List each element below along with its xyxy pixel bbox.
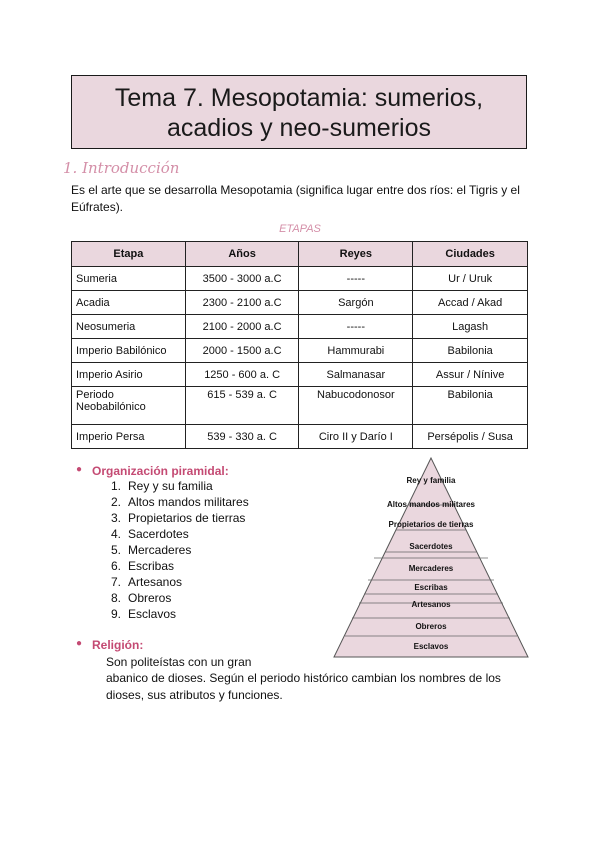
cell-etapa: Imperio Persa — [72, 425, 186, 449]
religion-line-3: dioses, sus atributos y funciones. — [106, 688, 283, 702]
cell-ciudades: Babilonia — [413, 339, 528, 363]
cell-ciudades: Ur / Uruk — [413, 267, 528, 291]
table-row — [72, 387, 528, 425]
title-line-1: Tema 7. Mesopotamia: sumerios, — [114, 84, 484, 112]
title-line-2: acadios y neo-sumerios — [166, 114, 431, 142]
social-ranking-list — [111, 478, 249, 622]
pyramid-level-label: Artesanos — [411, 600, 451, 609]
cell-anos: 539 - 330 a. C — [185, 425, 299, 449]
bullet-dot-icon: ● — [76, 638, 83, 649]
cell-ciudades: Accad / Akad — [413, 291, 528, 315]
list-item: 3. Propietarios de tierras — [111, 511, 246, 525]
religion-line-2: abanico de dioses. Según el periodo histórico cambian los nombres de los — [106, 671, 501, 685]
cell-anos: 2300 - 2100 a.C — [185, 291, 299, 315]
table-row — [72, 267, 528, 291]
cell-ciudades: Babilonia — [413, 387, 528, 425]
cell-etapa: Periodo Neobabilónico — [72, 387, 186, 425]
bullet-dot-icon: ● — [76, 464, 83, 475]
cell-anos: 2100 - 2000 a.C — [185, 315, 299, 339]
header-etapa: Etapa — [72, 242, 186, 267]
cell-ciudades: Assur / Nínive — [413, 363, 528, 387]
cell-reyes: Salmanasar — [299, 363, 413, 387]
cell-reyes: Sargón — [299, 291, 413, 315]
table-row — [72, 425, 528, 449]
header-ciudades: Ciudades — [413, 242, 528, 267]
list-item: 4. Sacerdotes — [111, 527, 189, 541]
intro-heading: 1. Introducción — [63, 159, 180, 177]
pyramid-level-label: Mercaderes — [408, 564, 454, 573]
pyramid-level-label: Esclavos — [413, 642, 449, 651]
table-row — [72, 315, 528, 339]
cell-anos: 1250 - 600 a. C — [185, 363, 299, 387]
cell-etapa: Imperio Babilónico — [72, 339, 186, 363]
list-item: 2. Altos mandos militares — [111, 495, 249, 509]
document-title — [71, 75, 527, 149]
table-row — [72, 363, 528, 387]
list-item: 5. Mercaderes — [111, 543, 192, 557]
social-pyramid-diagram — [330, 455, 540, 661]
cell-anos: 615 - 539 a. C — [185, 387, 299, 425]
cell-reyes: Nabucodonosor — [299, 387, 413, 425]
list-item: 1. Rey y su familia — [111, 479, 213, 493]
table-caption: ETAPAS — [279, 223, 321, 235]
cell-reyes: ----- — [299, 267, 413, 291]
cell-etapa: Imperio Asirio — [72, 363, 186, 387]
header-reyes: Reyes — [299, 242, 413, 267]
religion-label: Religión: — [92, 638, 144, 652]
list-item: 8. Obreros — [111, 591, 172, 605]
list-item: 9. Esclavos — [111, 607, 177, 621]
organizacion-label: Organización piramidal: — [92, 464, 229, 478]
list-item: 7. Artesanos — [111, 575, 183, 589]
etapas-table — [71, 241, 528, 449]
table-row — [72, 291, 528, 315]
pyramid-level-label: Rey y familia — [406, 476, 456, 485]
pyramid-level-label: Escribas — [414, 583, 448, 592]
header-anos: Años — [185, 242, 299, 267]
cell-reyes: Ciro II y Darío I — [299, 425, 413, 449]
pyramid-level-label: Propietarios de tierras — [388, 520, 474, 529]
pyramid-level-label: Obreros — [415, 622, 447, 631]
table-row — [72, 339, 528, 363]
pyramid-level-label: Altos mandos militares — [386, 500, 476, 509]
cell-etapa: Neosumeria — [72, 315, 186, 339]
table-header-row — [72, 242, 528, 267]
cell-reyes: ----- — [299, 315, 413, 339]
cell-anos: 2000 - 1500 a.C — [185, 339, 299, 363]
cell-etapa: Acadia — [72, 291, 186, 315]
pyramid-level-label: Sacerdotes — [409, 542, 453, 551]
religion-line-1: Son politeístas con un gran — [106, 655, 252, 669]
cell-ciudades: Lagash — [413, 315, 528, 339]
cell-anos: 3500 - 3000 a.C — [185, 267, 299, 291]
list-item: 6. Escribas — [111, 559, 175, 573]
cell-ciudades: Persépolis / Susa — [413, 425, 528, 449]
intro-paragraph: Es el arte que se desarrolla Mesopotamia (significa lugar entre dos ríos: el Tigris y el Eúfrates). — [71, 183, 520, 214]
cell-reyes: Hammurabi — [299, 339, 413, 363]
cell-etapa: Sumeria — [72, 267, 186, 291]
